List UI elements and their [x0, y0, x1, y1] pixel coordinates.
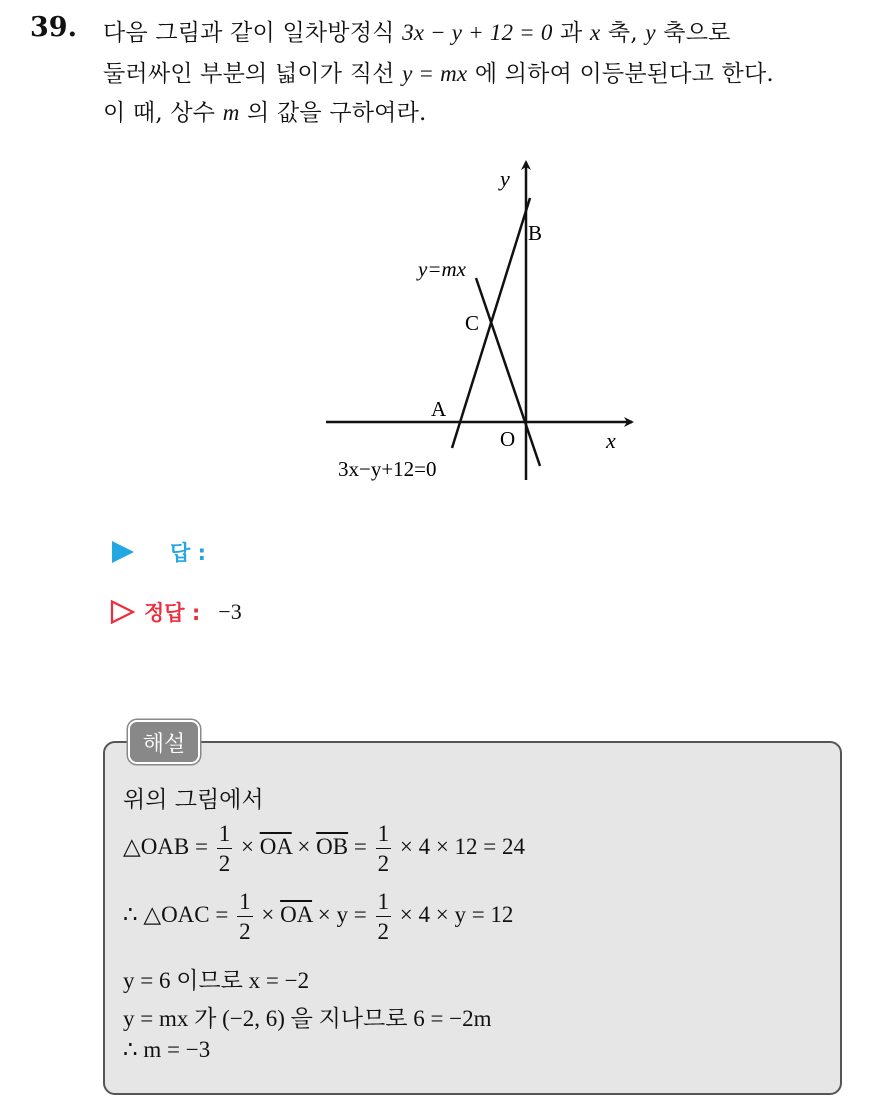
- correct-answer-label: 정답 :: [144, 601, 201, 625]
- point-o-label: O: [500, 427, 516, 451]
- point-a-label: A: [431, 397, 447, 421]
- correct-answer-value: −3: [218, 599, 242, 624]
- fraction: $\frac{1}{2}$: [377, 889, 389, 944]
- solution-line-1: 위의 그림에서: [123, 787, 264, 813]
- solution-line-4: y = 6 이므로 x = −2: [123, 968, 310, 993]
- graph-figure: [320, 150, 650, 490]
- question-number: 39.: [30, 12, 77, 43]
- fraction: $\frac{1}{2}$: [377, 821, 390, 876]
- question-line-3: 이 때, 상수 m 의 값을 구하여라.: [103, 100, 427, 126]
- solution-line-5: y = mx 가 (−2, 6) 을 지나므로 6 = −2m: [123, 1006, 492, 1031]
- line-mx-label: y=mx: [418, 257, 466, 281]
- answer-row: [110, 537, 206, 567]
- solution-line-3: ∴ △OAC = $\frac{1}{2}$ × $\overline{OA} \times y$ = $\frac{1}{2}$ × 4 × y = 12: [123, 889, 514, 944]
- fraction: $\frac{1}{2}$: [239, 889, 251, 944]
- line-eq-label: 3x−y+12=0: [338, 457, 437, 481]
- point-b-label: B: [528, 221, 543, 245]
- y-axis-label: y: [500, 166, 510, 191]
- point-c-label: C: [465, 311, 480, 335]
- fraction: $\frac{1}{2}$: [218, 821, 231, 876]
- solution-line-2: △OAB = $\frac{1}{2}$ × $\overline{OA} \times \overline{OB}$ = $\frac{1}{2}$ × 4 × 12 = 24: [123, 821, 526, 876]
- answer-play-icon: [110, 540, 136, 564]
- solution-tab: 해설: [128, 720, 200, 764]
- correct-answer-row: [110, 597, 242, 627]
- answer-label: 답 :: [170, 541, 206, 565]
- question-line-1: 다음 그림과 같이 일차방정식 3x − y + 12 = 0 과 x 축, y 축으로: [103, 20, 731, 46]
- solution-line-6: ∴ m = −3: [123, 1037, 211, 1062]
- correct-play-icon: [110, 600, 136, 624]
- x-axis-label: x: [606, 428, 616, 453]
- question-line-2: 둘러싸인 부분의 넓이가 직선 y = mx 에 의하여 이등분된다고 한다.: [103, 61, 774, 87]
